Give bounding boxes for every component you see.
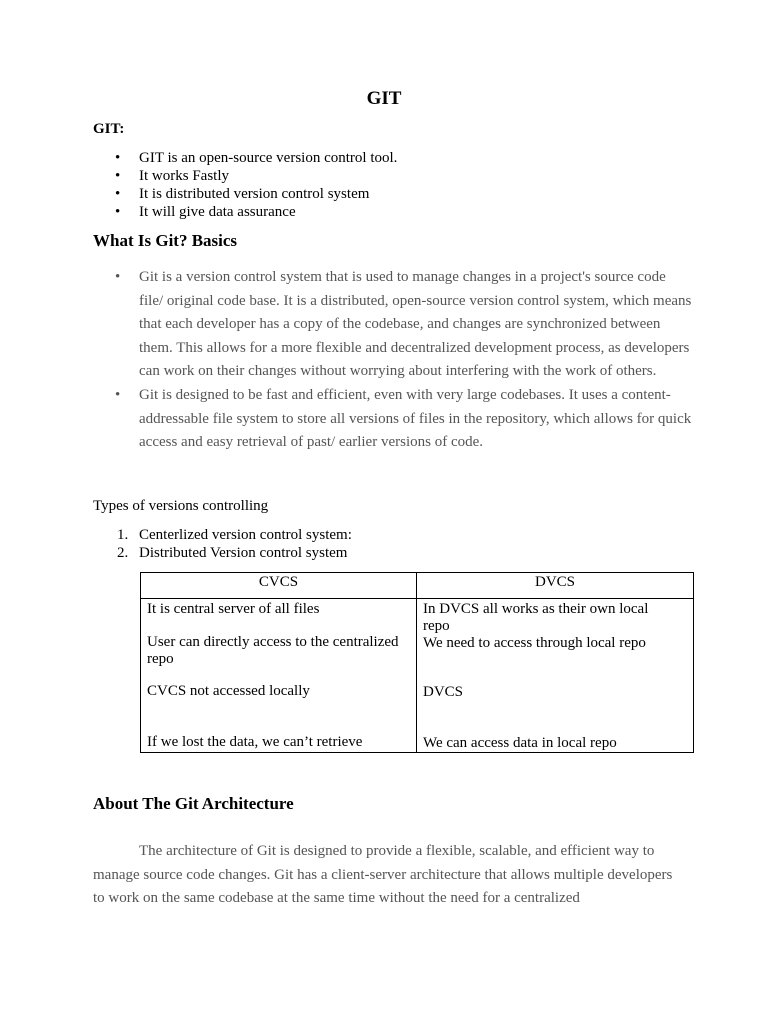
bullet-icon: •: [115, 150, 121, 166]
bullet-icon: •: [115, 204, 121, 220]
table-cell: It is central server of all files User can directly access to the centralized repo CVCS not accessed locally If we lost the data, we can’t retrieve: [141, 599, 417, 753]
list-item: • It is distributed version control system: [115, 186, 370, 202]
table-header-dvcs: DVCS: [417, 573, 694, 599]
architecture-paragraph: The architecture of Git is designed to provide a flexible, scalable, and efficient way to manage source code changes. Git has a client-server architecture that allows multiple developers to work on the same codebase at the same time without the need for a centralized: [93, 843, 673, 907]
bullet-icon: •: [115, 269, 121, 285]
architecture-heading: About The Git Architecture: [93, 794, 294, 813]
list-item: • It will give data assurance: [115, 204, 296, 220]
basics-heading: What Is Git? Basics: [93, 231, 238, 250]
list-item: • It works Fastly: [115, 168, 229, 184]
list-item: • Git is designed to be fast and efficient, even with very large codebases. It uses a content-addressable file system to store all versions of files in the repository, which allows for quick access and easy retrieval of past/ earlier versions of code.: [93, 384, 693, 455]
git-label: GIT:: [93, 121, 125, 137]
comparison-table: [140, 572, 694, 753]
bullet-icon: •: [115, 386, 121, 403]
list-item: 1. Centerlized version control system:: [117, 527, 352, 543]
list-item: 2. Distributed Version control system: [117, 545, 348, 561]
table-header-cvcs: CVCS: [141, 573, 417, 599]
table-header-row: [141, 573, 694, 599]
bullet-icon: •: [115, 186, 121, 202]
list-item: • GIT is an open-source version control tool.: [115, 150, 398, 166]
basics-list: [93, 266, 693, 455]
types-label: Types of versions controlling: [93, 498, 269, 514]
bullet-icon: •: [115, 168, 121, 184]
table-row: [141, 599, 694, 753]
intro-list: [93, 149, 397, 221]
table-cell: In DVCS all works as their own local repo We need to access through local repo DVCS We can access data in local repo: [417, 599, 694, 753]
list-item: • Git is a version control system that is used to manage changes in a project's source code file/ original code base. It is a distributed, open-source version control system, which means that each developer has a copy of the codebase, and changes are synchronized between them. This allows for a more flexible and decentralized development process, as developers can work on their changes without worrying about interfering with the work of others.: [93, 266, 693, 384]
types-list: [93, 526, 352, 562]
document-title: GIT: [366, 88, 402, 109]
